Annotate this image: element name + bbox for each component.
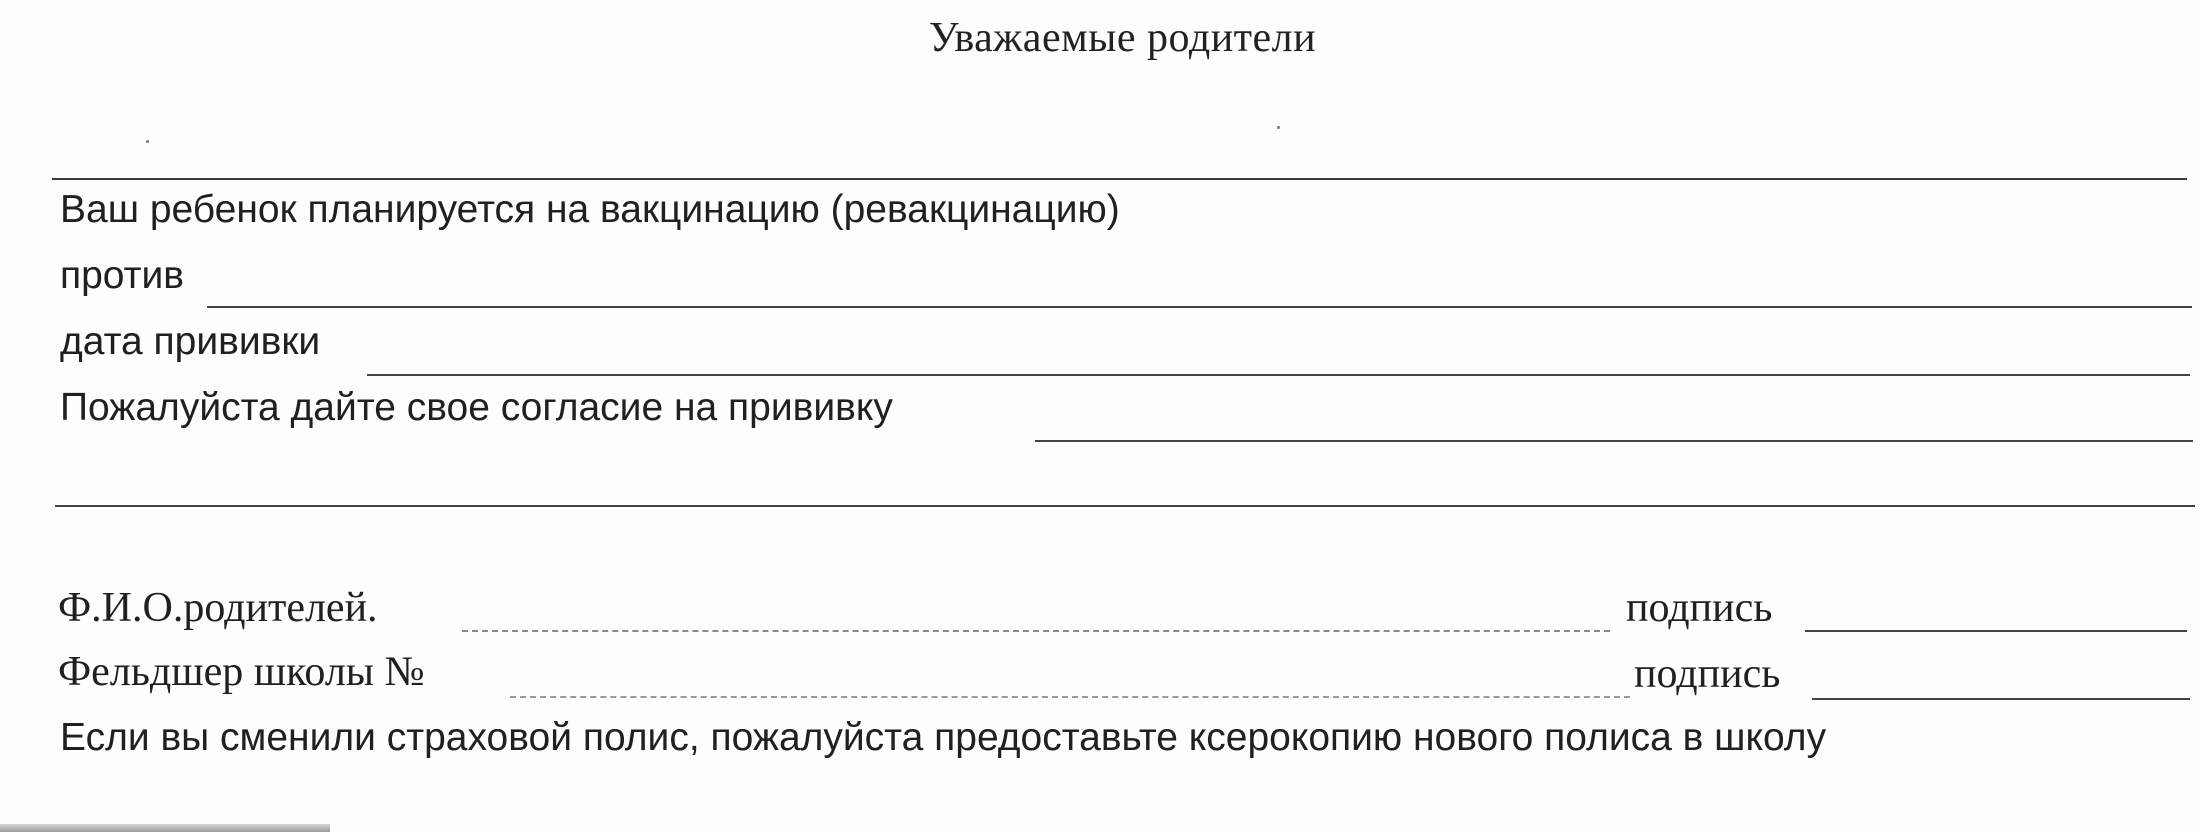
parent-signature-field[interactable] xyxy=(1805,630,2187,632)
against-label: против xyxy=(60,254,185,297)
school-paramedic-label: Фельдшер школы № xyxy=(58,649,425,695)
paramedic-signature-field[interactable] xyxy=(1812,698,2190,700)
against-field[interactable] xyxy=(207,306,2192,308)
scan-speck xyxy=(146,140,149,143)
consent-label: Пожалуйста дайте свое согласие на прививку xyxy=(60,386,893,429)
date-label: дата прививки xyxy=(60,320,321,363)
insurance-note: Если вы сменили страховой полис, пожалуйста предоставьте ксерокопию нового полиса в школу xyxy=(60,716,1827,759)
vaccination-line: Ваш ребенок планируется на вакцинацию (ревакцинацию) xyxy=(60,188,1120,231)
paper-edge xyxy=(0,824,330,832)
consent-field-continued[interactable] xyxy=(55,505,2195,507)
top-rule xyxy=(52,178,2187,180)
scan-speck xyxy=(1277,126,1280,129)
form-title: Уважаемые родители xyxy=(928,15,1317,61)
paramedic-signature-label: подпись xyxy=(1634,651,1781,697)
parents-name-field[interactable] xyxy=(462,630,1610,632)
date-field[interactable] xyxy=(367,374,2190,376)
parents-name-label: Ф.И.О.родителей. xyxy=(58,585,378,631)
school-paramedic-field[interactable] xyxy=(510,696,1630,698)
parent-signature-label: подпись xyxy=(1626,585,1773,631)
consent-field[interactable] xyxy=(1035,440,2193,442)
